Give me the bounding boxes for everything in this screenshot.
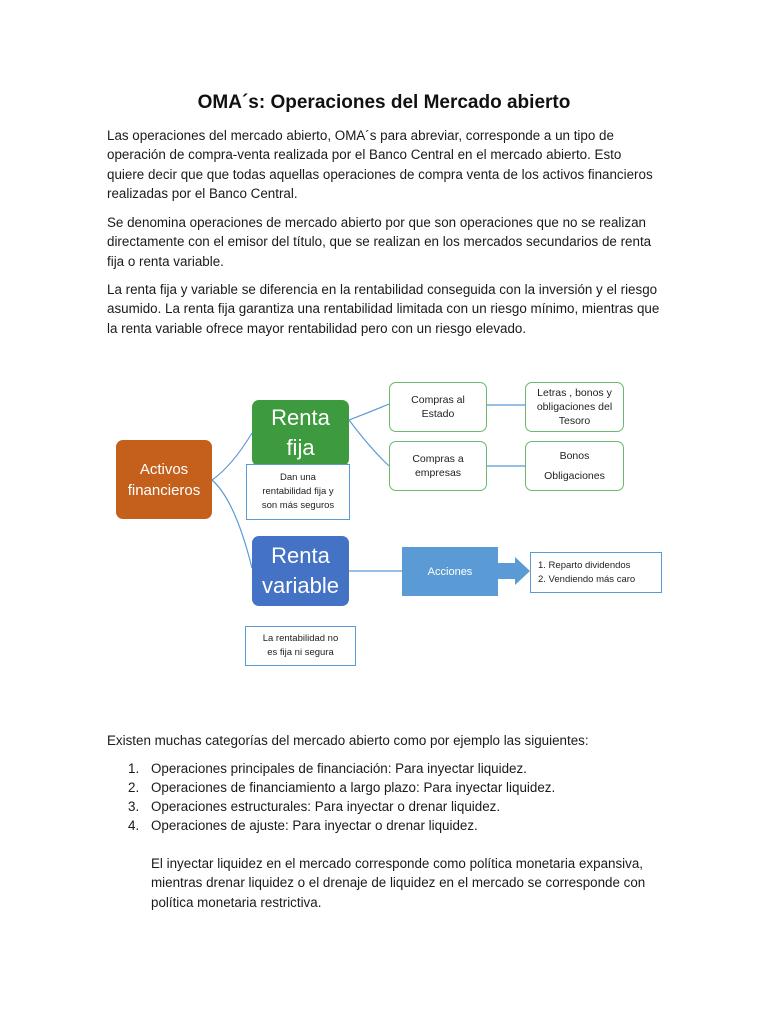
renta-fija-line-2: fija xyxy=(286,435,315,460)
list-item-number: 4. xyxy=(128,818,140,833)
list-item xyxy=(128,797,555,816)
connector-fija-empresas xyxy=(349,420,389,466)
activos-line-1: Activos xyxy=(139,460,189,478)
compras-empresas-line-2: empresas xyxy=(414,467,462,479)
letras-bonos-box xyxy=(525,382,624,432)
renta-variable-line-1: Renta xyxy=(271,543,330,568)
renta-fija-note-line-1: Dan una xyxy=(280,472,316,483)
letras-line-3: Tesoro xyxy=(558,415,591,427)
categories-intro: Existen muchas categorías del mercado abierto como por ejemplo las siguientes: xyxy=(107,733,589,748)
diagram-connectors xyxy=(0,360,768,680)
acciones-box xyxy=(402,547,498,596)
list-item xyxy=(128,778,555,797)
categories-list xyxy=(128,759,555,835)
acciones-arrow xyxy=(498,557,530,585)
list-item-number: 3. xyxy=(128,799,140,814)
renta-variable-note-line-2: es fija ni segura xyxy=(267,647,334,658)
activos-line-2: financieros xyxy=(127,481,201,499)
renta-variable-note-line-1: La rentabilidad no xyxy=(262,633,339,644)
acciones-label: Acciones xyxy=(427,565,473,578)
paragraph-1: Las operaciones del mercado abierto, OMA´s para abreviar, corresponde a un tipo de operación de compra-venta realizada por el Banco Central en el mercado abierto. Esto quiere decir que que todas aquellas operaciones de compra venta de los activos financieros realizadas por el Banco Central. xyxy=(107,128,653,202)
connector-fija-estado xyxy=(349,404,389,420)
list-item-text: Operaciones principales de financiación: Para inyectar liquidez. xyxy=(151,761,527,776)
list-item-text: Operaciones de financiamiento a largo plazo: Para inyectar liquidez. xyxy=(151,780,556,795)
bonos-line-2: Obligaciones xyxy=(544,470,605,482)
activos-financieros-box xyxy=(116,440,212,519)
acciones-list-box xyxy=(530,552,662,593)
compras-estado-line-2: Estado xyxy=(421,408,455,420)
bonos-line-1: Bonos xyxy=(559,450,590,462)
list-item xyxy=(128,816,555,835)
renta-fija-note xyxy=(246,464,350,520)
page-title: OMA´s: Operaciones del Mercado abierto xyxy=(197,92,571,113)
letras-line-1: Letras , bonos y xyxy=(537,387,612,399)
bonos-obligaciones-box xyxy=(525,441,624,491)
list-item xyxy=(128,759,555,778)
closing-paragraph: El inyectar liquidez en el mercado corresponde como política monetaria expansiva, mientras drenar liquidez o el drenaje de liquidez en el mercado se corresponde con política monetaria restrictiva. xyxy=(151,856,646,910)
compras-empresas-box xyxy=(389,441,487,491)
acciones-list-item-2: 2. Vendiendo más caro xyxy=(538,573,636,585)
renta-fija-note-line-3: son más seguros xyxy=(261,500,335,511)
compras-estado-box xyxy=(389,382,487,432)
renta-variable-box xyxy=(252,536,349,606)
renta-fija-note-line-2: rentabilidad fija y xyxy=(262,486,334,497)
renta-fija-box xyxy=(252,400,349,466)
paragraph-3: La renta fija y variable se diferencia en la rentabilidad conseguida con la inversión y el riesgo asumido. La renta fija garantiza una rentabilidad limitada con un riesgo mínimo, mientras que la renta variable ofrece mayor rentabilidad pero con un riesgo elevado. xyxy=(107,282,660,336)
renta-variable-line-2: variable xyxy=(261,573,340,598)
list-item-number: 2. xyxy=(128,780,140,795)
list-item-text: Operaciones estructurales: Para inyectar o drenar liquidez. xyxy=(151,799,501,814)
renta-fija-line-1: Renta xyxy=(271,405,330,430)
list-item-number: 1. xyxy=(128,761,140,776)
renta-variable-note xyxy=(245,626,356,666)
compras-estado-line-1: Compras al xyxy=(411,394,465,406)
acciones-list-item-1: 1. Reparto dividendos xyxy=(538,559,631,571)
letras-line-2: obligaciones del xyxy=(536,401,613,413)
list-item-text: Operaciones de ajuste: Para inyectar o drenar liquidez. xyxy=(151,818,478,833)
paragraph-2: Se denomina operaciones de mercado abierto por que son operaciones que no se realizan directamente con el emisor del título, que se realizan en los mercados secundarios de renta fija o renta variable. xyxy=(107,215,652,269)
financial-assets-diagram xyxy=(0,360,768,680)
compras-empresas-line-1: Compras a xyxy=(412,453,464,465)
